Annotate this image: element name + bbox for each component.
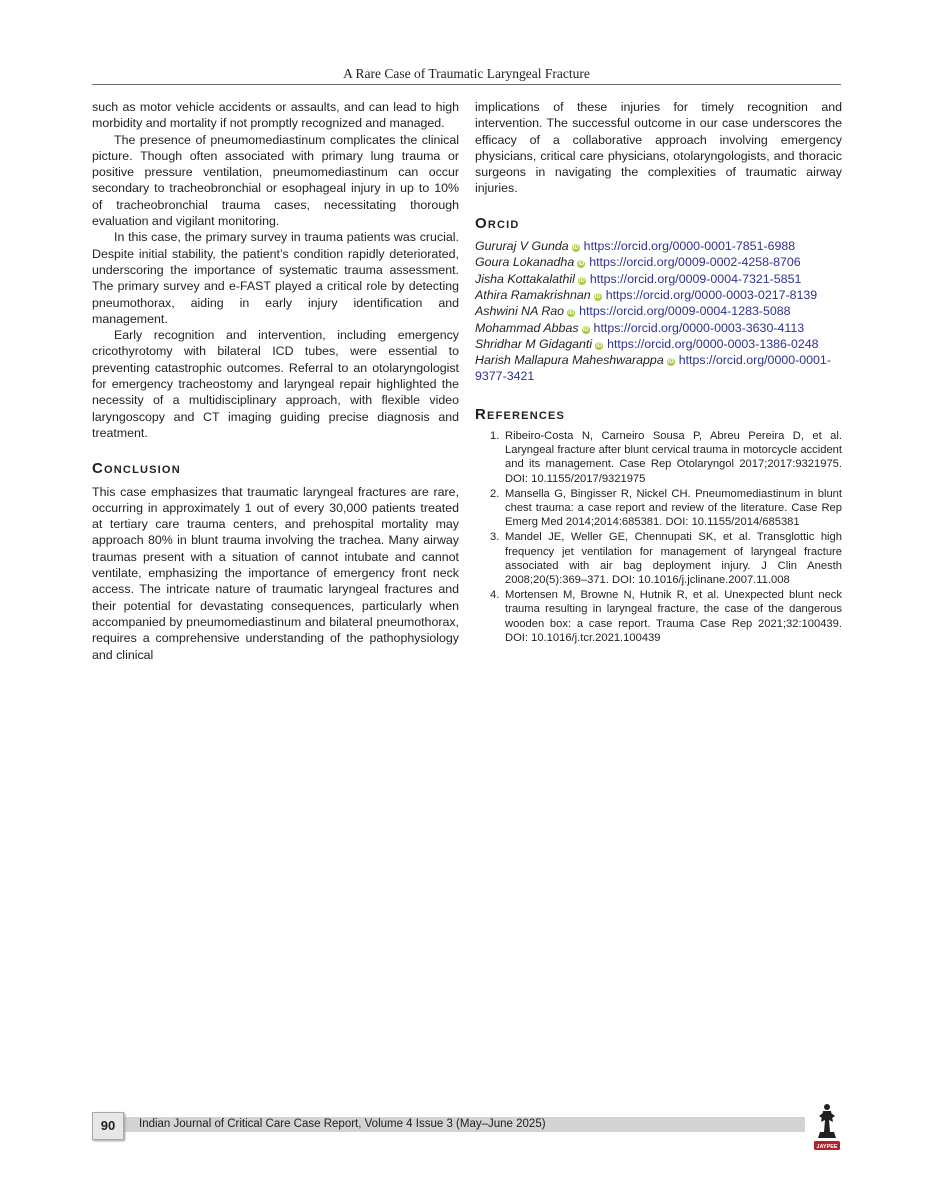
- reference-text: Mandel JE, Weller GE, Chennupati SK, et al. Transglottic high frequency jet ventilation for management of laryngeal fracture associated with air bag deployment injury. J Clin Anesth 2008;20(5):369–371. DOI: 10.1016/j.jclinane.2007.11.008: [505, 531, 842, 587]
- reference-number: 1.: [490, 430, 500, 443]
- orcid-heading: Orcid: [475, 214, 520, 232]
- paragraph: The presence of pneumomediastinum complicates the clinical picture. Though often associated with primary lung trauma or positive pressure ventilation, pneumomediastinum can occur secondary to tracheobronchial or esophageal injury in up to 10% of tracheobronchial trauma cases, necessitating thorough evaluation and vigilant monitoring.: [92, 132, 459, 229]
- author-name: Ashwini NA Rao: [475, 304, 565, 319]
- orcid-list: [475, 238, 842, 385]
- paragraph: implications of these injuries for timely recognition and intervention. The successful outcome in our case underscores the efficacy of a collaborative approach involving emergency physicians, critical care physicians, otolaryngologists, and thoracic surgeons in navigating the complexities of traumatic airway injuries.: [475, 100, 842, 196]
- orcid-link[interactable]: https://orcid.org/0000-0003-1386-0248: [607, 336, 819, 351]
- author-name: Gururaj V Gunda: [475, 239, 569, 254]
- author-name: Mohammad Abbas: [475, 320, 579, 335]
- orcid-entry: [475, 336, 842, 352]
- reference-item: [475, 487, 842, 530]
- paragraph: Early recognition and intervention, including emergency cricothyrotomy with bilateral ICD tubes, were essential to preventing catastrophic outcomes. Referral to an otolaryngologist for emergency tracheostomy and laryngeal repair highlighted the necessity of a multidisciplinary approach, with flexible video laryngoscopy and CT imaging guiding precise diagnosis and treatment.: [92, 328, 459, 440]
- reference-number: 4.: [490, 589, 500, 602]
- orcid-link[interactable]: https://orcid.org/0000-0003-3630-4113: [593, 320, 805, 335]
- reference-list: [475, 429, 842, 645]
- reference-item: [475, 530, 842, 587]
- paragraph: In this case, the primary survey in trauma patients was crucial. Despite initial stability, the patient’s condition rapidly deteriorated, underscoring the importance of systematic trauma assessment. The primary survey and e-FAST played a critical role by detecting pneumothorax, aiding in early injury identification and management.: [92, 230, 459, 326]
- conclusion-paragraph: This case emphasizes that traumatic laryngeal fractures are rare, occurring in approximately 1 out of every 30,000 patients treated at tertiary care trauma centers, and prehospital mortality may approach 80% in blunt trauma involving the trachea. Many airway traumas present with a situation of cannot intubate and cannot ventilate, emphasizing the importance of emergency front neck access. The intricate nature of traumatic laryngeal fractures and their potential for devastating consequences, particularly when accompanied by pneumomediastinum and bilateral pneumothorax, requires a comprehensive understanding of the pathophysiology and clinical: [92, 484, 459, 662]
- author-name: Jisha Kottakalathil: [475, 271, 575, 286]
- orcid-link[interactable]: https://orcid.org/0000-0001-7851-6988: [583, 239, 796, 254]
- orcid-entry: [475, 287, 842, 303]
- publisher-logo-text: JAYPEE: [816, 1144, 838, 1150]
- orcid-entry: [475, 303, 842, 319]
- publisher-logo-icon: [812, 1100, 842, 1152]
- orcid-icon: iD: [582, 326, 589, 333]
- orcid-entry: [475, 254, 842, 270]
- left-column: [92, 99, 459, 663]
- orcid-icon: iD: [572, 245, 579, 252]
- reference-text: Ribeiro-Costa N, Carneiro Sousa P, Abreu Pereira D, et al. Laryngeal fracture after blunt cervical trauma in motorcycle accident and its management. Case Rep Otolaryngol 2017;2017:9321975. DOI: 10.1155/2017/9321975: [505, 430, 842, 485]
- orcid-entry: [475, 320, 842, 336]
- author-name: Harish Mallapura Maheshwarappa: [475, 353, 664, 368]
- paragraph: such as motor vehicle accidents or assaults, and can lead to high morbidity and mortality if not promptly recognized and managed.: [92, 100, 459, 131]
- orcid-link[interactable]: https://orcid.org/0009-0002-4258-8706: [589, 255, 801, 270]
- orcid-icon: iD: [596, 342, 603, 349]
- orcid-entry: [475, 271, 842, 287]
- orcid-icon: iD: [568, 310, 575, 317]
- author-name: Goura Lokanadha: [475, 255, 575, 270]
- running-header: A Rare Case of Traumatic Laryngeal Fracture: [343, 66, 590, 81]
- reference-item: [475, 429, 842, 486]
- orcid-link[interactable]: https://orcid.org/0009-0004-1283-5088: [579, 304, 791, 319]
- author-name: Athira Ramakrishnan: [475, 287, 591, 302]
- orcid-entry: [475, 352, 842, 385]
- orcid-link[interactable]: https://orcid.org/0000-0003-0217-8139: [605, 287, 818, 302]
- orcid-entry: [475, 238, 842, 254]
- orcid-link[interactable]: https://orcid.org/0009-0004-7321-5851: [589, 271, 802, 286]
- reference-item: [475, 588, 842, 645]
- reference-number: 3.: [490, 531, 500, 544]
- reference-number: 2.: [490, 487, 500, 500]
- conclusion-heading: Conclusion: [92, 460, 181, 478]
- orcid-icon: iD: [578, 277, 585, 284]
- right-column: [475, 99, 842, 646]
- footer-journal-text: Indian Journal of Critical Care Case Report, Volume 4 Issue 3 (May–June 2025): [139, 1118, 546, 1130]
- header-rule: [92, 84, 841, 85]
- orcid-icon: iD: [594, 293, 601, 300]
- page-number: 90: [92, 1112, 124, 1140]
- reference-text: Mansella G, Bingisser R, Nickel CH. Pneumomediastinum in blunt chest trauma: a case report and review of the literature. Case Rep Emerg Med 2014;2014:685381. DOI: 10.1155/2014/685381: [505, 487, 842, 529]
- reference-text: Mortensen M, Browne N, Hutnik R, et al. Unexpected blunt neck trauma resulting in laryngeal fracture, the case of the dangerous wooden box: a case report. Trauma Case Rep 2021;32:100439. DOI: 10.1016/j.tcr.2021.100439: [505, 589, 842, 644]
- author-name: Shridhar M Gidaganti: [475, 336, 593, 351]
- orcid-icon: iD: [578, 261, 585, 268]
- orcid-icon: iD: [667, 359, 674, 366]
- orcid-link[interactable]: https://orcid.org/0000-0001-9377-3421: [475, 353, 831, 384]
- references-heading: References: [475, 405, 566, 423]
